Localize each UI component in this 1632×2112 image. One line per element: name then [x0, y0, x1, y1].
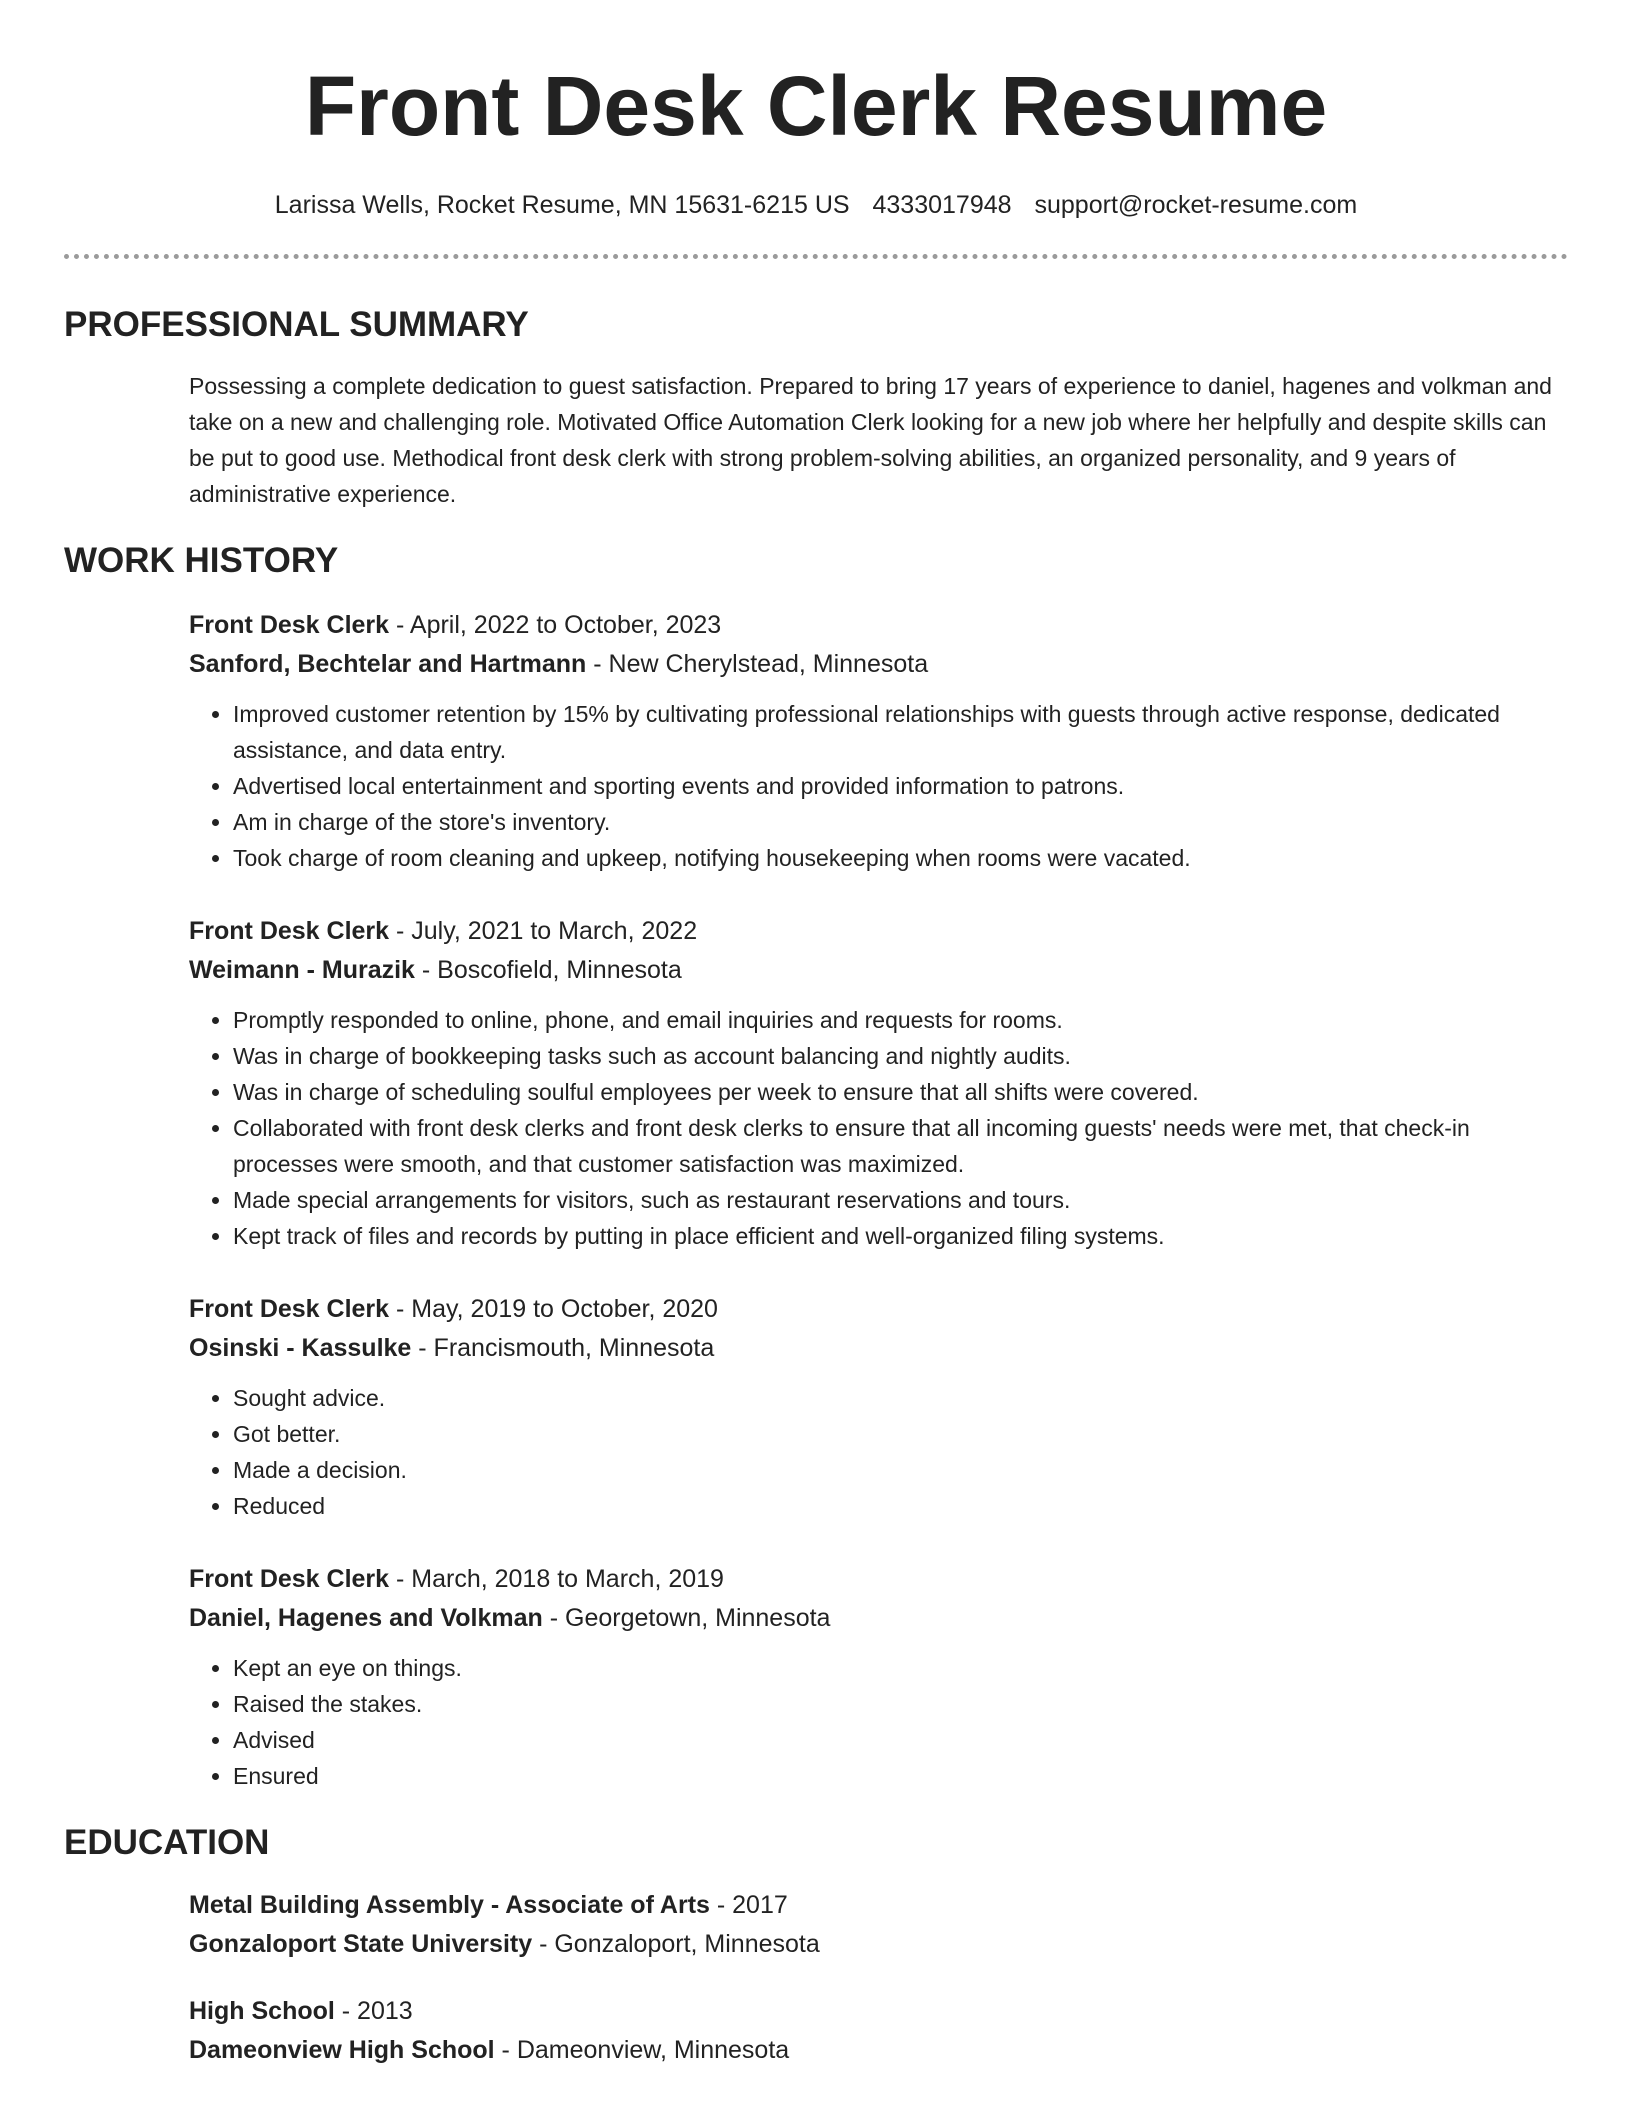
job-bullet: • Advertised local entertainment and sporting events and provided information to patrons.	[233, 768, 1568, 804]
education-location: - Dameonview, Minnesota	[494, 2036, 790, 2064]
job-bullet: • Was in charge of bookkeeping tasks such as account balancing and nightly audits.	[233, 1038, 1568, 1074]
job-bullet-list	[189, 1002, 1568, 1254]
job-bullet: • Was in charge of scheduling soulful employees per week to ensure that all shifts were covered.	[233, 1074, 1568, 1110]
job-bullet-list	[189, 1650, 1568, 1794]
job-title-line	[189, 1560, 1568, 1599]
job-location: - New Cherylstead, Minnesota	[586, 650, 929, 678]
job-title-line	[189, 1290, 1568, 1329]
education-year: - 2017	[709, 1891, 788, 1919]
job-bullet: • Am in charge of the store's inventory.	[233, 804, 1568, 840]
dotted-divider	[64, 254, 1568, 259]
job-company-line	[189, 645, 1568, 684]
contact-phone: 4333017948	[872, 191, 1012, 219]
work-history-heading: WORK HISTORY	[64, 541, 339, 580]
education-entry	[189, 1992, 1568, 2070]
job-title: Front Desk Clerk	[189, 611, 390, 639]
job-entry	[189, 1290, 1568, 1524]
job-bullet-list	[189, 1380, 1568, 1524]
job-bullet: • Sought advice.	[233, 1380, 1568, 1416]
education-degree: High School	[189, 1997, 335, 2025]
contact-address: Larissa Wells, Rocket Resume, MN 15631-6215 US	[274, 191, 850, 219]
summary-text: Possessing a complete dedication to guest satisfaction. Prepared to bring 17 years of experience to daniel, hagenes and volkman and take on a new and challenging role. Motivated Office Automation Clerk looking for a new job where her helpfully and despite skills can be put to good use. Methodical front desk clerk with strong problem-solving abilities, an organized personality, and 9 years of administrative experience.	[189, 373, 1552, 507]
education-degree-line	[189, 1886, 1568, 1925]
job-bullet: • Raised the stakes.	[233, 1686, 1568, 1722]
job-company: Weimann - Murazik	[189, 956, 415, 984]
resume-page	[64, 0, 1568, 2070]
education-school: Dameonview High School	[189, 2036, 495, 2064]
job-company: Osinski - Kassulke	[189, 1334, 412, 1362]
job-location: - Boscofield, Minnesota	[414, 956, 682, 984]
job-title: Front Desk Clerk	[189, 1565, 390, 1593]
job-bullet: • Promptly responded to online, phone, and email inquiries and requests for rooms.	[233, 1002, 1568, 1038]
job-bullet: • Reduced	[233, 1488, 1568, 1524]
education-entry	[189, 1886, 1568, 1964]
job-title: Front Desk Clerk	[189, 1295, 390, 1323]
job-bullet: • Got better.	[233, 1416, 1568, 1452]
job-company-line	[189, 1329, 1568, 1368]
job-bullet: • Advised	[233, 1722, 1568, 1758]
education-school: Gonzaloport State University	[189, 1930, 533, 1958]
education-location: - Gonzaloport, Minnesota	[532, 1930, 820, 1958]
job-title-line	[189, 606, 1568, 645]
job-location: - Francismouth, Minnesota	[411, 1334, 715, 1362]
education-degree: Metal Building Assembly - Associate of Arts	[189, 1891, 710, 1919]
job-dates: - May, 2019 to October, 2020	[389, 1295, 718, 1323]
job-title: Front Desk Clerk	[189, 917, 390, 945]
contact-email: support@rocket-resume.com	[1034, 191, 1358, 219]
job-title-line	[189, 912, 1568, 951]
job-bullet: • Kept an eye on things.	[233, 1650, 1568, 1686]
job-bullet: • Kept track of files and records by putting in place efficient and well-organized filing systems.	[233, 1218, 1568, 1254]
job-company-line	[189, 1599, 1568, 1638]
job-bullet: • Made special arrangements for visitors, such as restaurant reservations and tours.	[233, 1182, 1568, 1218]
job-entry	[189, 606, 1568, 876]
education-heading: EDUCATION	[64, 1823, 270, 1862]
job-company: Sanford, Bechtelar and Hartmann	[189, 650, 587, 678]
job-bullet: • Made a decision.	[233, 1452, 1568, 1488]
job-dates: - July, 2021 to March, 2022	[389, 917, 698, 945]
job-bullet: • Collaborated with front desk clerks and front desk clerks to ensure that all incoming guests' needs were met, that check-in processes were smooth, and that customer satisfaction was maximized.	[233, 1110, 1568, 1182]
education-degree-line	[189, 1992, 1568, 2031]
summary-heading: PROFESSIONAL SUMMARY	[64, 305, 529, 344]
job-bullet: • Took charge of room cleaning and upkeep, notifying housekeeping when rooms were vacated.	[233, 840, 1568, 876]
job-company: Daniel, Hagenes and Volkman	[189, 1604, 543, 1632]
job-entry	[189, 1560, 1568, 1794]
job-location: - Georgetown, Minnesota	[542, 1604, 831, 1632]
job-dates: - April, 2022 to October, 2023	[389, 611, 722, 639]
contact-line	[64, 190, 1568, 220]
education-year: - 2013	[334, 1997, 413, 2025]
education-school-line	[189, 1925, 1568, 1964]
job-bullet-list	[189, 696, 1568, 876]
job-entry	[189, 912, 1568, 1254]
education-school-line	[189, 2031, 1568, 2070]
resume-title: Front Desk Clerk Resume	[304, 59, 1328, 153]
job-company-line	[189, 951, 1568, 990]
job-bullet: • Ensured	[233, 1758, 1568, 1794]
job-bullet: • Improved customer retention by 15% by cultivating professional relationships with guests through active response, dedicated assistance, and data entry.	[233, 696, 1568, 768]
job-dates: - March, 2018 to March, 2019	[389, 1565, 724, 1593]
